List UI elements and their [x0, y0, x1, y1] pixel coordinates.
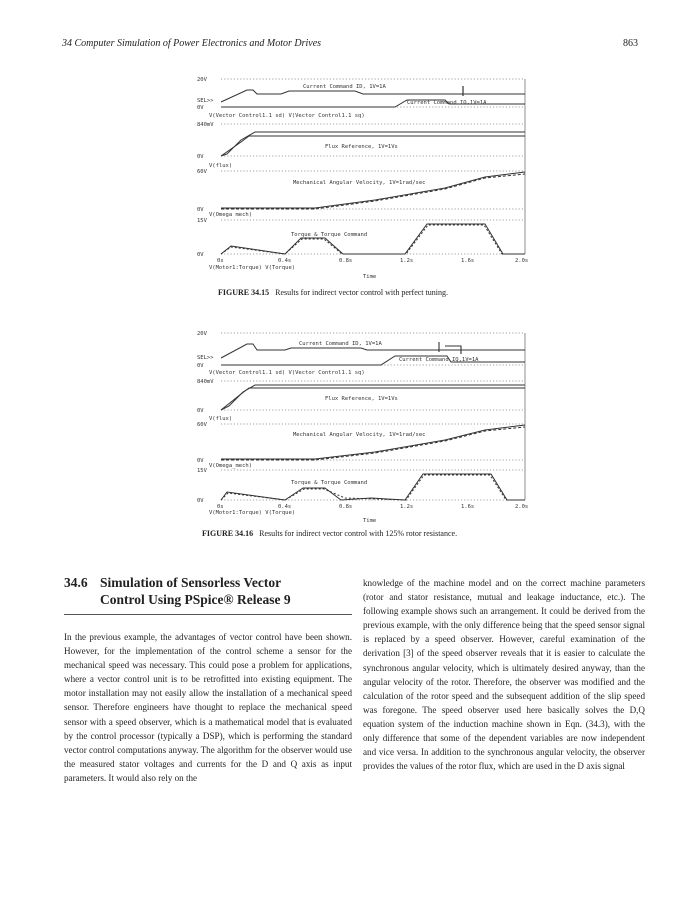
fig16-p4-top-label: 15V: [197, 468, 207, 474]
figure-34-16-caption-text: Results for indirect vector control with 125% rotor resistance.: [259, 529, 458, 538]
figure-34-16-caption: [202, 529, 457, 538]
fig15-p3-top-label: 60V: [197, 169, 207, 175]
fig16-x-tick: 1.2s: [400, 504, 414, 510]
fig15-p1-top-label: 20V: [197, 77, 207, 83]
fig15-p4-legend: V(Motor1:Torque) V(Torque): [209, 265, 296, 271]
fig16-x-tick: 0.4s: [278, 504, 292, 510]
fig15-p4-bottom-label: 0V: [197, 252, 204, 258]
fig15-x-tick: 0.8s: [339, 258, 353, 264]
fig15-p4-top-label: 15V: [197, 218, 207, 224]
fig15-p1-bottom-label: 0V: [197, 105, 204, 111]
fig16-p1-annotation2: Current Command IQ,1V=1A: [399, 357, 479, 363]
fig16-x-tick: 0s: [217, 504, 224, 510]
fig15-p2-annotation: Flux Reference, 1V=1Vs: [325, 144, 398, 150]
figure-34-15-caption: [218, 288, 448, 297]
fig15-x-tick: 1.6s: [461, 258, 475, 264]
fig15-p1-annotation2: Current Command IQ,1V=1A: [407, 100, 487, 106]
fig16-p2-legend: V(flux): [209, 416, 233, 422]
fig16-p1-top-label: 20V: [197, 331, 207, 337]
figure-34-15-plot: [195, 74, 535, 282]
fig15-x-tick: 0s: [217, 258, 224, 264]
fig16-x-tick: 0.8s: [339, 504, 353, 510]
page-number: 863: [623, 38, 638, 49]
fig16-p3-legend: V(Omega_mech): [209, 463, 253, 469]
fig16-p4-bottom-label: 0V: [197, 498, 204, 504]
fig16-xlabel: Time: [363, 518, 377, 524]
fig15-p1-annotation: Current Command ID, 1V=1A: [303, 84, 386, 90]
section-title-line1: Simulation of Sensorless Vector: [100, 575, 282, 590]
section-heading: [64, 574, 354, 608]
fig15-p1-mid-label: SEL>>: [197, 98, 214, 104]
fig15-x-tick: 0.4s: [278, 258, 292, 264]
fig15-p4-annotation: Torque & Torque Command: [291, 232, 368, 238]
fig16-p3-annotation: Mechanical Angular Velocity, 1V=1rad/sec: [293, 432, 426, 438]
figure-34-15-label: FIGURE 34.15: [218, 288, 270, 297]
fig15-p3-annotation: Mechanical Angular Velocity, 1V=1rad/sec: [293, 180, 426, 186]
fig15-xlabel: Time: [363, 274, 377, 280]
figure-34-16-label: FIGURE 34.16: [202, 529, 254, 538]
fig15-p2-legend: V(flux): [209, 163, 233, 169]
fig15-p3-bottom-label: 0V: [197, 207, 204, 213]
fig16-p4-annotation: Torque & Torque Command: [291, 480, 368, 486]
figure-34-15-caption-text: Results for indirect vector control with perfect tuning.: [275, 288, 448, 297]
fig16-p1-mid-label: SEL>>: [197, 355, 214, 361]
fig16-p2-top-label: 840mV: [197, 379, 214, 385]
body-left-column: In the previous example, the advantages of vector control have been shown. However, for the implementation of the control scheme a sensor for the mechanical speed was necessary. This could pose a problem for applications, where a vector control unit is to be retrofitted into existing equipment. The motor installation may not easily allow the installation of a mechanical speed sensor. Therefore engineers have thought to replace the mechanical speed sensor with a speed observer, which is a mathematical model that is evaluated by the control processor (typically a DSP), which is performing the standard vector control computations anyway. The algorithm for the observer would use the measured stator voltages and currents for the D and Q axis as input parameters. It would also rely on the: [64, 632, 352, 783]
fig16-p1-bottom-label: 0V: [197, 363, 204, 369]
fig15-p1-legend: V(Vector Control1.1 sd) V(Vector Control1.1 sq): [209, 113, 365, 119]
fig16-p1-legend: V(Vector Control1.1 sd) V(Vector Control1.1 sq): [209, 370, 365, 376]
fig16-p4-legend: V(Motor1:Torque) V(Torque): [209, 510, 296, 516]
fig16-p3-top-label: 60V: [197, 422, 207, 428]
fig16-p2-annotation: Flux Reference, 1V=1Vs: [325, 396, 398, 402]
fig16-x-tick: 1.6s: [461, 504, 475, 510]
fig15-p2-top-label: 840mV: [197, 122, 214, 128]
section-number: 34.6: [64, 575, 88, 590]
running-header-chapter: 34 Computer Simulation of Power Electronics and Motor Drives: [62, 38, 322, 49]
fig15-p3-legend: V(Omega mech): [209, 212, 253, 218]
section-rule: [64, 614, 352, 615]
fig16-p3-bottom-label: 0V: [197, 458, 204, 464]
fig16-x-tick: 2.0s: [515, 504, 529, 510]
fig16-p2-bottom-label: 0V: [197, 408, 204, 414]
fig15-p2-bottom-label: 0V: [197, 154, 204, 160]
body-right-column: knowledge of the machine model and on the correct machine parameters (rotor and stator resistance, mutual and leakage inductance, etc.). The following example shows such an arrangement. It could be derived from the previous example, with the only difference being that the speed sensor signal is replaced by a speed observer. However, careful examination of the derivation [3] of the speed observer reveals that it is easier to calculate the synchronous angular velocity, which is ultimately desired anyway, than the angular velocity of the rotor. Therefore, the observer was modified and the calculation of the rotor speed and the subsequent addition of the slip speed was foregone. The speed observer used here basically solves the D,Q equation system of the induction machine shown in Eqn. (34.3), with the only difference that some of the dependent variables are now independent and vice versa. In addition to the synchronous angular velocity, the observer provides the values of the rotor flux, which are used in the D axis signal: [363, 578, 645, 772]
section-title-line2: Control Using PSpice® Release 9: [100, 592, 291, 607]
figure-34-16-plot: [195, 328, 535, 524]
fig16-p1-annotation: Current Command ID, 1V=1A: [299, 341, 382, 347]
fig15-x-tick: 2.0s: [515, 258, 529, 264]
fig15-x-tick: 1.2s: [400, 258, 414, 264]
